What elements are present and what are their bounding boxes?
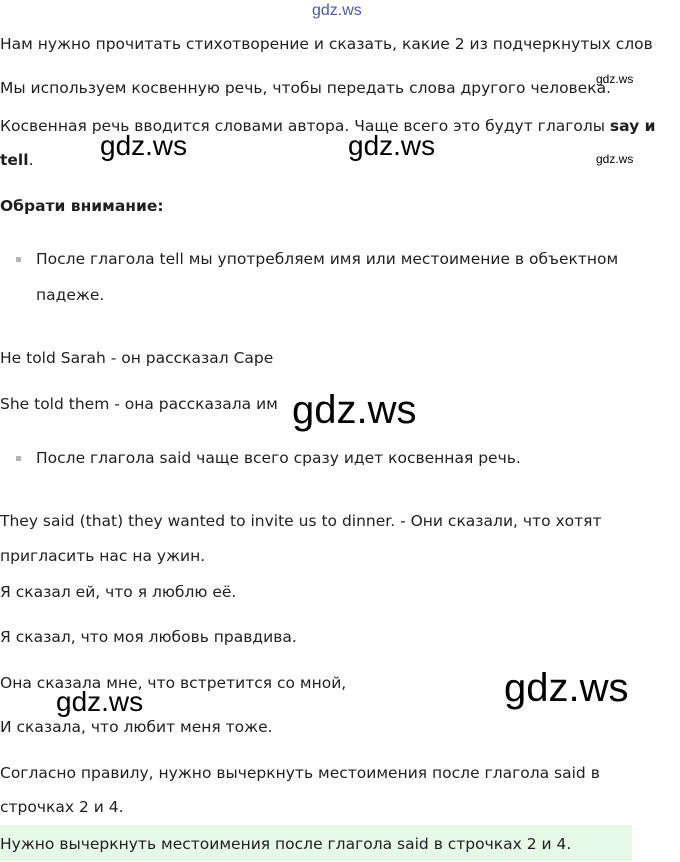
example-they-said-line1: They said (that) they wanted to invite us to dinner. - Они сказали, что хотят [0, 512, 602, 530]
example-she-told: She told them - она рассказала им [0, 395, 278, 413]
tell-line [0, 150, 34, 170]
bullet1-line1: После глагола tell мы употребляем имя или местоимение в объектном [36, 250, 619, 268]
tell-period: . [28, 151, 34, 169]
example-they-said-line2: пригласить нас на ужин. [0, 547, 206, 565]
poem-line-2: Я сказал, что моя любовь правдива. [0, 628, 297, 646]
poem-line-3: Она сказала мне, что встретится со мной, [0, 674, 347, 692]
watermark-small-1: gdz.ws [596, 72, 634, 86]
watermark-large-1: gdz.ws [292, 388, 417, 432]
poem-line-1: Я сказал ей, что я люблю её. [0, 583, 237, 601]
attention-heading [0, 196, 164, 216]
watermark-medium-1: gdz.ws [100, 130, 188, 161]
author-words-plain: Косвенная речь вводится словами автора. Чаще всего это будут глаголы [0, 117, 610, 135]
poem-line-4: И сказала, что любит меня тоже. [0, 718, 273, 736]
indirect-speech-text: Мы используем косвенную речь, чтобы передать слова другого человека. [0, 79, 612, 97]
bullet1-line2: падеже. [36, 286, 105, 304]
rule-line-1: Согласно правилу, нужно вычеркнуть местоимения после глагола said в [0, 764, 600, 782]
tell-bold: tell [0, 151, 29, 169]
watermark-top: gdz.ws [312, 2, 362, 19]
rule-line-2: строчках 2 и 4. [0, 798, 124, 816]
say-and-bold: say и [609, 117, 656, 135]
answer-text: Нужно вычеркнуть местоимения после глагола said в строчках 2 и 4. [0, 835, 572, 853]
bullet-marker-1 [16, 257, 21, 262]
watermark-medium-3: gdz.ws [56, 686, 144, 717]
author-words-text [0, 116, 656, 136]
attention-bold: Обрати внимание: [0, 197, 164, 215]
bullet2-text: После глагола said чаще всего сразу идет косвенная речь. [36, 449, 521, 467]
watermark-small-2: gdz.ws [596, 152, 634, 166]
example-he-told: He told Sarah - он рассказал Саре [0, 349, 274, 367]
watermark-medium-2: gdz.ws [348, 130, 436, 161]
intro-text: Нам нужно прочитать стихотворение и сказать, какие 2 из подчеркнутых слов [0, 35, 653, 53]
bullet-marker-2 [16, 456, 21, 461]
watermark-large-2: gdz.ws [504, 666, 629, 710]
